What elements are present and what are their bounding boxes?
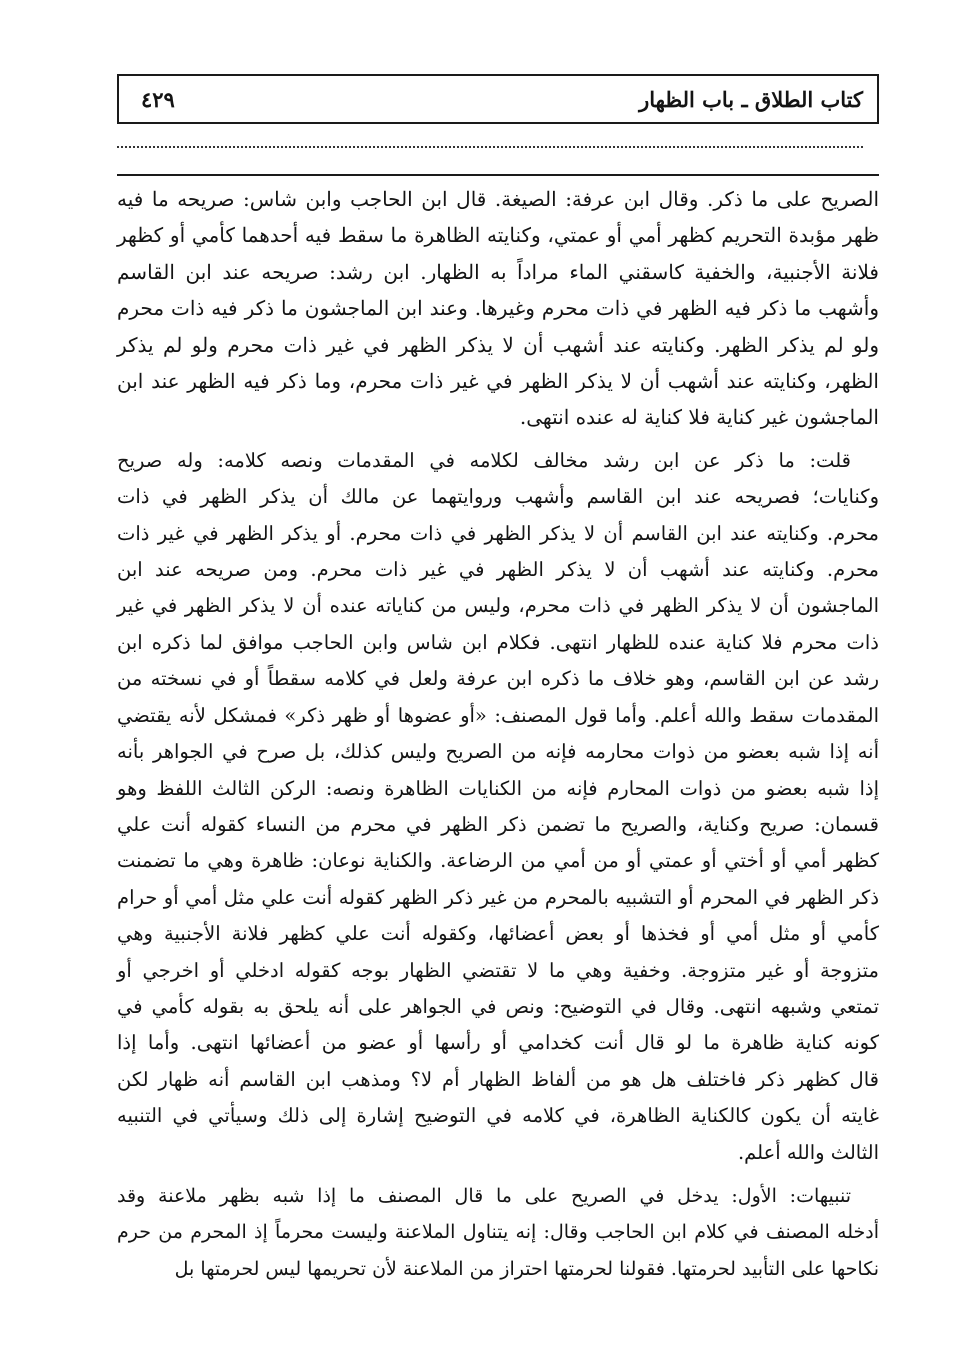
text-line: ظهر مؤبدة التحريم كظهر أمي أو عمتي، وكنايته الظاهرة ما سقط فيه أحدهما كأمي أو كظهر (117, 223, 879, 248)
text-line: أدخله المصنف في كلام ابن الحاجب وقال: إنه يتناول الملاعنة وليست محرماً إذ المحرم من حرم (117, 1221, 879, 1244)
text-line: الظهر، وكنايته عند أشهب أن لا يذكر الظهر في غير ذات محرم، وما ذكر فيه الظهر عند ابن (117, 369, 879, 394)
text-line: متزوجة أو غير متزوجة. وخفية وهي ما لا تقتضي الظهار بوجه كقوله ادخلي أو اخرجي أو (117, 958, 879, 982)
text-line: الثالث والله أعلم. (737, 1140, 879, 1164)
body-text (117, 181, 879, 1287)
text-line: إذا شبه بعضو من ذوات المحارم فإنه من الكنايات الظاهرة ونصه: الركن الثالث اللفظ وهو (117, 776, 879, 800)
text-line: وأشهب ما ذكر فيه الظهر في ذات محرم وغيرها. وعند ابن الماجشون ما ذكر فيه ذات محرم (117, 296, 879, 321)
running-header (117, 74, 879, 124)
text-line: الماجشون أن لا يذكر الظهر في ذات محرم، وليس من كناياته عنده أن لا يذكر الظهر في غير (117, 594, 879, 618)
text-line: قسمان: صريح وكناية، والصريح ما تضمن ذكر الظهر في محرم من النساء كقوله أنت علي (117, 812, 879, 836)
paragraph-p1 (117, 181, 879, 436)
text-line: رشد عن ابن القاسم، وهو خلاف ما ذكره ابن عرفة ولعل في كلامه سقطاً أو في نسخته من (117, 667, 879, 691)
text-line: المقدمات سقط والله أعلم. وأما قول المصنف: «أو عضوها أو ظهر ذكر» فمشكل لأنه يقتضي (117, 703, 879, 727)
text-line: قلت: ما ذكر عن ابن رشد مخالف لكلامه في المقدمات ونصه كلامه: وله صريح (117, 448, 851, 472)
text-line: غايته أن يكون كالكناية الظاهرة، في كلامه في التوضيح إشارة إلى ذلك وسيأتي في التنبيه (117, 1104, 879, 1128)
text-line: قال كظهر ذكر فاختلف هل هو من ألفاظ الظهار أم لا؟ ومذهب ابن القاسم أنه ظهار لكن (117, 1067, 879, 1091)
text-line: كونه كناية ظاهرة ما لو قال أنت كخدامي أو رأسها أو عضو من أعضائها انتهى. وأما إذا (117, 1031, 879, 1055)
text-line: فلانة الأجنبية، والخفية كاسقني الماء مراداً به الظهار. ابن رشد: صريحه عند ابن القاسم (117, 259, 879, 284)
text-line: محرم. وكنايته عند أشهب أن لا يذكر الظهر في غير ذات محرم. ومن صريحه عند ابن (117, 558, 879, 582)
text-line: كأمي أو مثل أمي أو فخذها أو بعض أعضائها، وكقوله أنت علي كظهر فلانة الأجنبية وهي (117, 922, 879, 946)
dotted-separator (117, 146, 863, 148)
paragraph-p3 (117, 1178, 879, 1287)
text-line: ذات محرم فلا كناية عنده للظهار انتهى. فكلام ابن شاس وابن الحاجب موافق لما ذكره ابن (117, 630, 879, 654)
page-number: ٤٢٩ (141, 87, 175, 112)
text-line: كظهر أمي أو أختي أو عمتي أو من أمي من الرضاعة. والكناية نوعان: ظاهرة وهي ما تضمنت (117, 849, 879, 873)
text-line: الماجشون غير كناية فلا كناية له عنده انتهى. (519, 405, 879, 430)
chapter-title: كتاب الطلاق ـ باب الظهار (639, 87, 863, 112)
text-line: تنبيهات: الأول: يدخل في الصريح على ما قال المصنف ما إذا شبه بظهر ملاعنة وقد (117, 1184, 851, 1207)
text-line: تمتعي وشبهه انتهى. وقال في التوضيح: ونص في الجواهر على أنه يلحق به بقوله كأمي في (117, 994, 879, 1018)
text-line: نكاحها على التأبيد لحرمتها. فقولنا لحرمتها احتراز من الملاعنة لأن تحريمها ليس لحرمتها بل (174, 1257, 879, 1280)
text-line: محرم. وكنايته عند ابن القاسم أن لا يذكر الظهر في ذات محرم. أو يذكر الظهر في غير ذات (117, 521, 879, 545)
paragraph-p2 (117, 443, 879, 1171)
text-line: أنه إذا شبه بعضو من ذوات محارمه فإنه من الصريح وليس كذلك، بل صرح في الجواهر بأنه (117, 740, 879, 764)
solid-separator (117, 174, 879, 176)
text-line: ذكر الظهر في المحرم أو التشبيه بالمحرم من غير ذكر الظهر كقوله أنت علي مثل أمي أو حرام (117, 885, 879, 909)
text-line: الصريح على ما ذكر. وقال ابن عرفة: الصيغة. قال ابن الحاجب وابن شاس: صريحه ما فيه (117, 187, 879, 211)
text-line: وكنايات؛ فصريحه عند ابن القاسم وأشهب وروايتهما عن مالك أن يذكر الظهر في ذات (117, 485, 879, 509)
text-line: ولو لم يذكر الظهر. وكنايته عند أشهب أن لا يذكر الظهر في غير ذات محرم ولو لم يذكر (117, 332, 879, 357)
